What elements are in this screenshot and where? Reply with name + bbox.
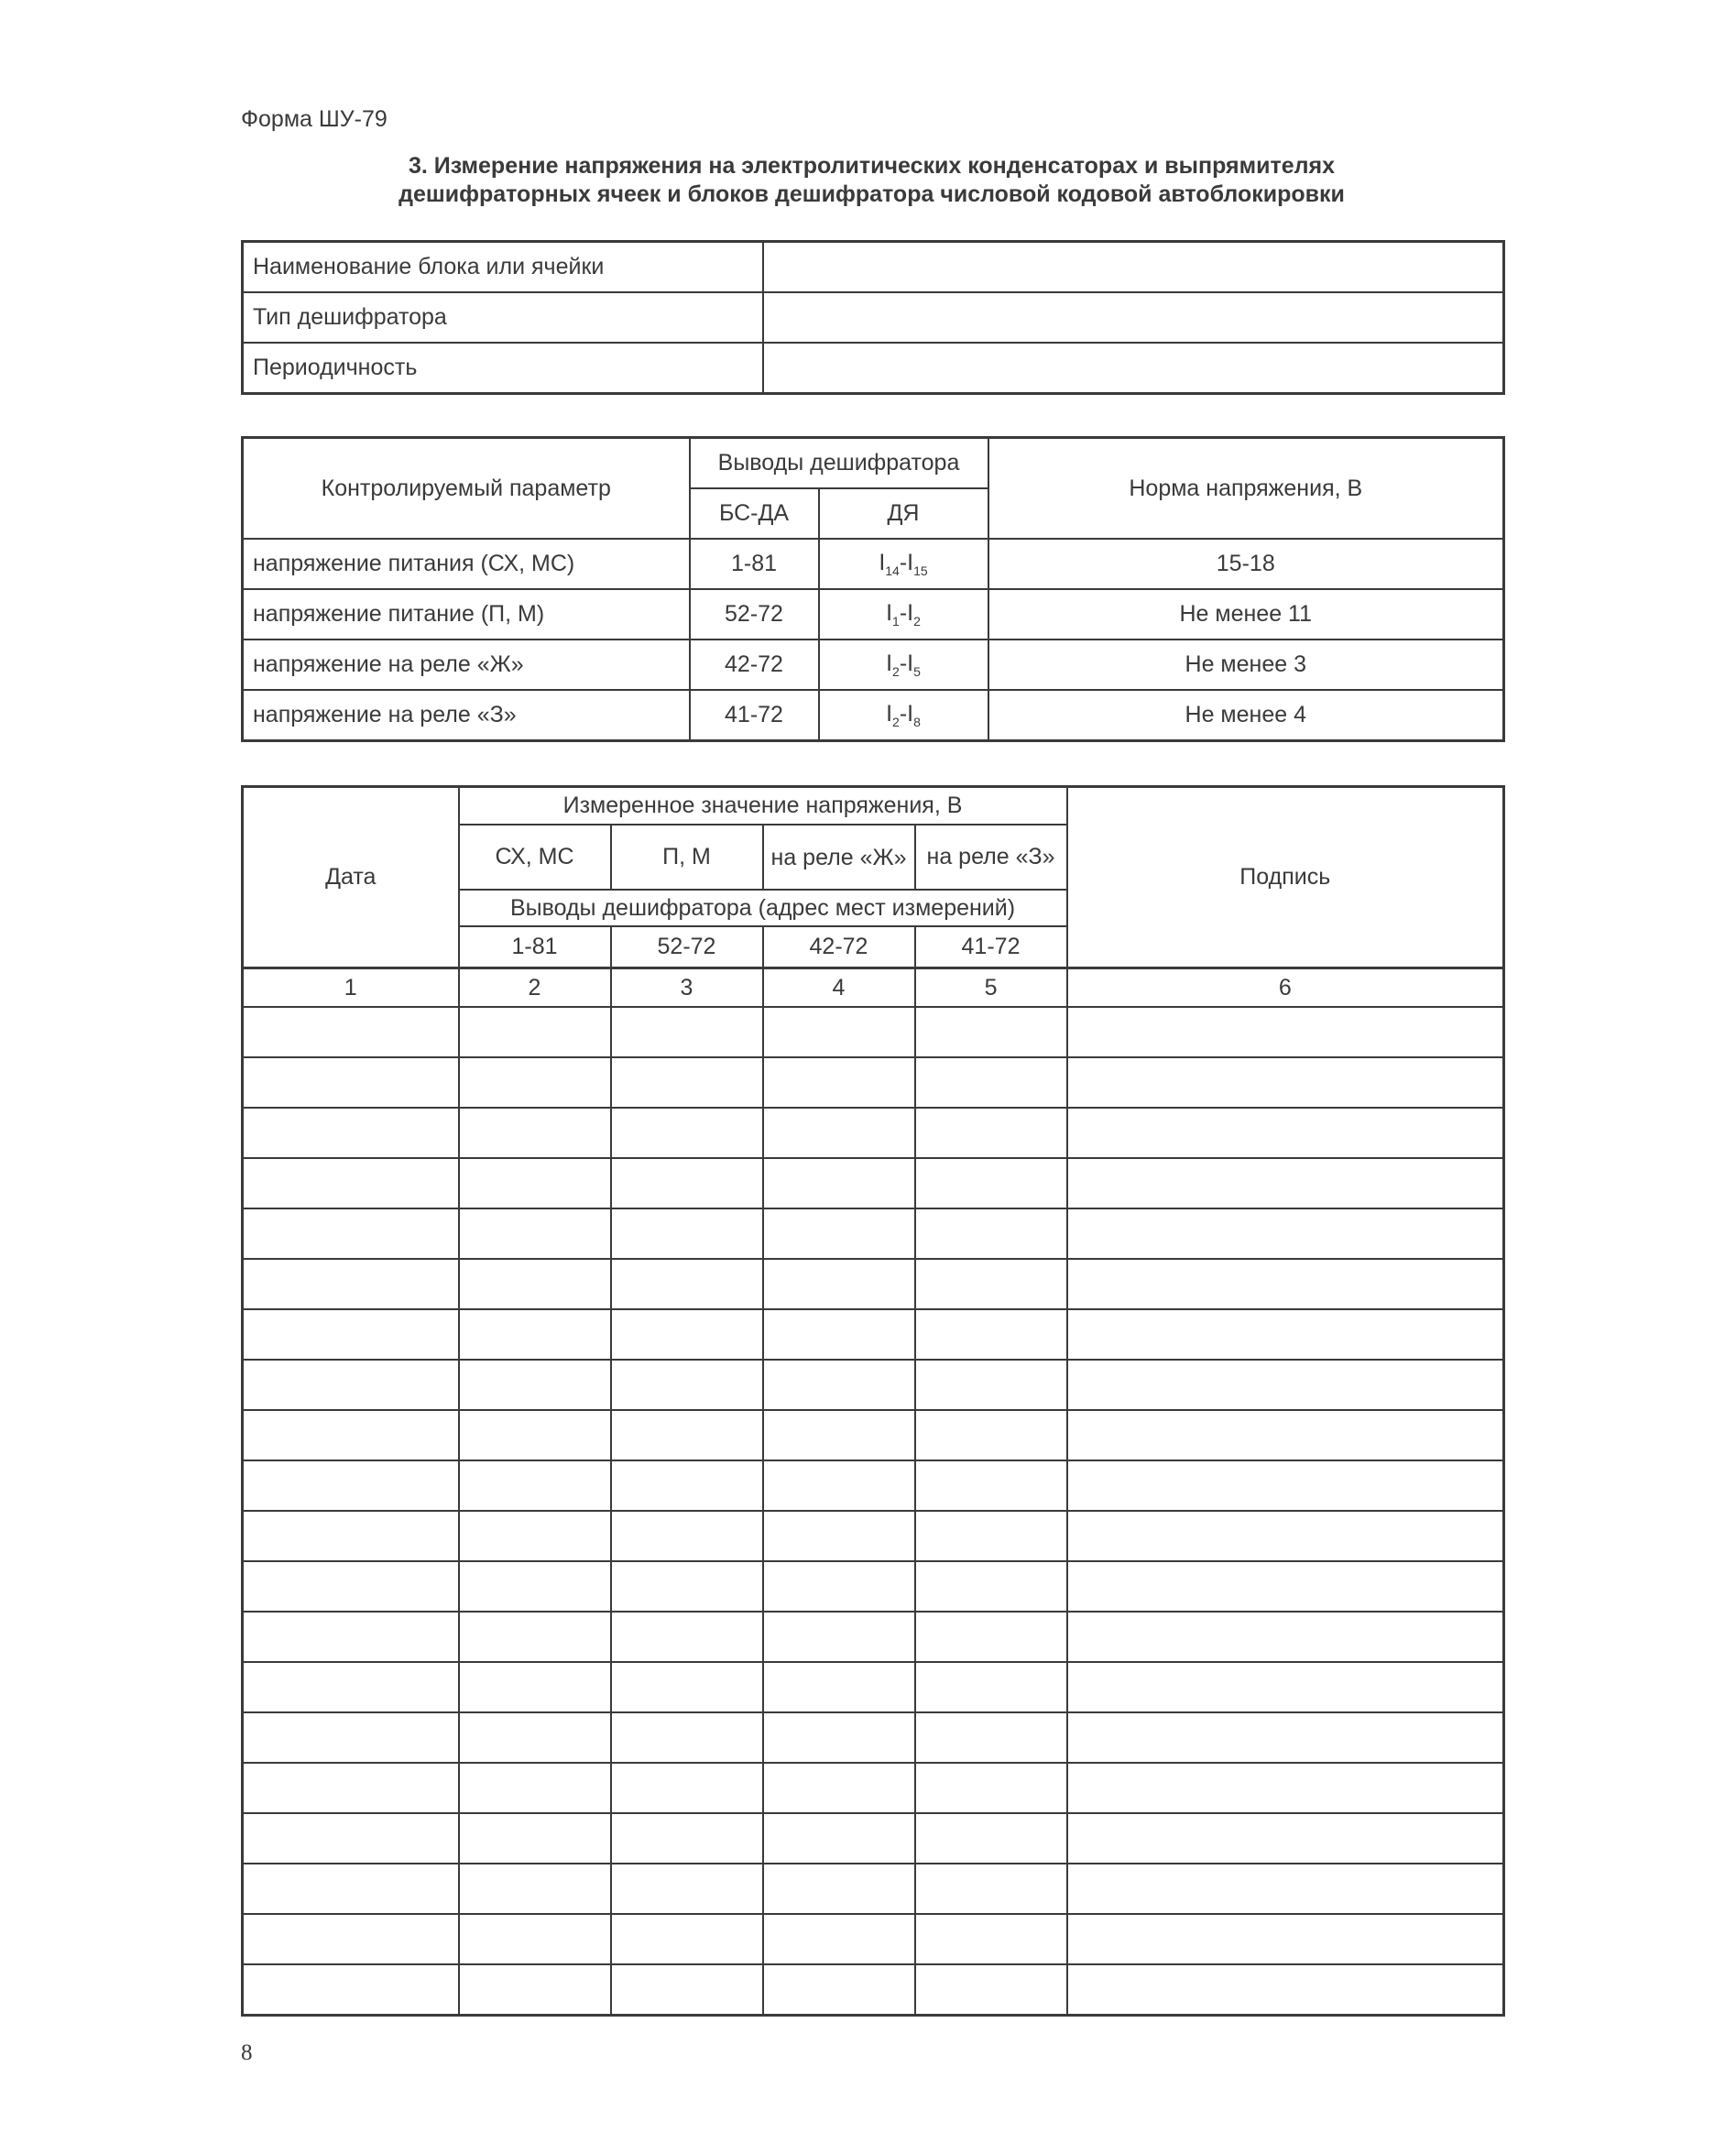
log-entry-cell[interactable] — [763, 1813, 915, 1864]
log-header-address: 52-72 — [611, 926, 763, 968]
log-entry-cell[interactable] — [459, 1914, 611, 1964]
log-entry-cell[interactable] — [611, 1057, 763, 1108]
log-entry-row — [243, 1763, 1504, 1813]
log-entry-cell[interactable] — [611, 1007, 763, 1057]
log-entry-cell[interactable] — [459, 1511, 611, 1561]
log-entry-cell[interactable] — [763, 1763, 915, 1813]
norm-bs-da: 41-72 — [690, 690, 819, 741]
norm-row — [243, 640, 1504, 690]
log-entry-cell[interactable] — [915, 1561, 1067, 1612]
page-title — [241, 152, 1502, 209]
log-entry-cell[interactable] — [243, 1410, 459, 1460]
log-entry-cell[interactable] — [243, 1763, 459, 1813]
column-number: 4 — [763, 968, 915, 1008]
log-header-date: Дата — [243, 787, 459, 968]
log-entry-cell[interactable] — [915, 1612, 1067, 1662]
log-entry-cell[interactable] — [915, 1813, 1067, 1864]
column-number: 3 — [611, 968, 763, 1008]
log-entry-row — [243, 1864, 1504, 1914]
log-entry-cell[interactable] — [611, 1360, 763, 1410]
log-entry-row — [243, 1964, 1504, 2016]
log-entry-cell[interactable] — [763, 1964, 915, 2016]
log-entry-cell[interactable] — [459, 1007, 611, 1057]
log-entry-cell[interactable] — [611, 1612, 763, 1662]
log-entry-cell[interactable] — [243, 1612, 459, 1662]
log-entry-cell[interactable] — [915, 1108, 1067, 1158]
log-entry-row — [243, 1612, 1504, 1662]
log-entry-cell[interactable] — [243, 1057, 459, 1108]
log-entry-cell[interactable] — [763, 1259, 915, 1309]
log-entry-cell[interactable] — [763, 1662, 915, 1712]
log-entry-row — [243, 1410, 1504, 1460]
log-header-col: СХ, МС — [459, 825, 611, 890]
dya-sub-b: 15 — [913, 563, 928, 578]
log-header-address: 41-72 — [915, 926, 1067, 968]
log-entry-cell[interactable] — [459, 1864, 611, 1914]
log-entry-cell[interactable] — [459, 1309, 611, 1360]
log-entry-row — [243, 1914, 1504, 1964]
norm-param: напряжение питание (П, М) — [243, 589, 690, 640]
log-entry-cell[interactable] — [763, 1410, 915, 1460]
norm-param: напряжение на реле «З» — [243, 690, 690, 741]
norm-dya: $I_1-I_2$ — [819, 589, 988, 640]
log-entry-cell[interactable] — [611, 1914, 763, 1964]
log-entry-cell[interactable] — [915, 1964, 1067, 2016]
log-entry-cell[interactable] — [763, 1108, 915, 1158]
log-entry-cell[interactable] — [763, 1007, 915, 1057]
log-entry-cell[interactable] — [611, 1259, 763, 1309]
log-entry-cell[interactable] — [763, 1612, 915, 1662]
log-entry-cell[interactable] — [1067, 1057, 1504, 1108]
log-entry-cell[interactable] — [1067, 1662, 1504, 1712]
log-entry-cell[interactable] — [243, 1964, 459, 2016]
log-entry-row — [243, 1360, 1504, 1410]
log-entry-cell[interactable] — [459, 1360, 611, 1410]
log-entry-cell[interactable] — [763, 1460, 915, 1511]
log-entry-row — [243, 1158, 1504, 1208]
info-value-field[interactable] — [763, 343, 1504, 394]
log-entry-cell[interactable] — [243, 1813, 459, 1864]
norm-value: Не менее 11 — [988, 589, 1504, 640]
log-entry-cell[interactable] — [763, 1914, 915, 1964]
log-entry-cell[interactable] — [459, 1460, 611, 1511]
log-entry-row — [243, 1057, 1504, 1108]
log-entry-cell[interactable] — [243, 1511, 459, 1561]
log-entry-cell[interactable] — [243, 1158, 459, 1208]
log-entry-cell[interactable] — [611, 1460, 763, 1511]
log-entry-cell[interactable] — [763, 1360, 915, 1410]
log-entry-row — [243, 1662, 1504, 1712]
info-row — [243, 343, 1504, 394]
log-entry-row — [243, 1712, 1504, 1763]
log-entry-cell[interactable] — [611, 1208, 763, 1259]
title-line-1: 3. Измерение напряжения на электролитических конденсаторах и выпрямителях — [408, 153, 1336, 179]
log-entry-cell[interactable] — [459, 1259, 611, 1309]
log-entry-cell[interactable] — [1067, 1914, 1504, 1964]
log-entry-cell[interactable] — [459, 1208, 611, 1259]
log-entry-cell[interactable] — [243, 1914, 459, 1964]
column-number: 5 — [915, 968, 1067, 1008]
log-entry-cell[interactable] — [763, 1208, 915, 1259]
dya-sub-a: 2 — [892, 664, 900, 679]
log-header-row — [243, 787, 1504, 825]
log-entry-cell[interactable] — [915, 1763, 1067, 1813]
info-table — [241, 240, 1505, 395]
norm-value: Не менее 3 — [988, 640, 1504, 690]
info-value-field[interactable] — [763, 242, 1504, 293]
log-entry-cell[interactable] — [1067, 1612, 1504, 1662]
log-entry-cell[interactable] — [1067, 1511, 1504, 1561]
log-entry-cell[interactable] — [763, 1864, 915, 1914]
info-row — [243, 292, 1504, 343]
log-entry-cell[interactable] — [611, 1712, 763, 1763]
dya-sub-b: 5 — [913, 664, 921, 679]
log-entry-cell[interactable] — [1067, 1813, 1504, 1864]
info-label: Периодичность — [243, 343, 763, 394]
log-entry-cell[interactable] — [1067, 1108, 1504, 1158]
info-label: Наименование блока или ячейки — [243, 242, 763, 293]
log-entry-cell[interactable] — [1067, 1712, 1504, 1763]
log-entry-cell[interactable] — [1067, 1460, 1504, 1511]
log-header-col: на реле «Ж» — [763, 825, 915, 890]
log-entry-row — [243, 1511, 1504, 1561]
dya-sub-a: 14 — [885, 563, 900, 578]
dya-sub-b: 2 — [913, 614, 921, 629]
log-entry-cell[interactable] — [611, 1813, 763, 1864]
log-entry-cell[interactable] — [459, 1057, 611, 1108]
log-entry-cell[interactable] — [459, 1612, 611, 1662]
log-entry-cell[interactable] — [763, 1309, 915, 1360]
norm-header-param: Контролируемый параметр — [243, 438, 690, 540]
log-entry-cell[interactable] — [611, 1864, 763, 1914]
log-entry-cell[interactable] — [243, 1259, 459, 1309]
log-entry-cell[interactable] — [915, 1460, 1067, 1511]
log-entry-cell[interactable] — [915, 1309, 1067, 1360]
log-column-numbers-row — [243, 968, 1504, 1008]
log-entry-cell[interactable] — [915, 1914, 1067, 1964]
norm-param: напряжение на реле «Ж» — [243, 640, 690, 690]
log-entry-cell[interactable] — [459, 1763, 611, 1813]
log-entry-cell[interactable] — [243, 1309, 459, 1360]
log-entry-cell[interactable] — [763, 1561, 915, 1612]
log-entry-cell[interactable] — [1067, 1763, 1504, 1813]
log-header-signature: Подпись — [1067, 787, 1504, 968]
log-entry-cell[interactable] — [915, 1712, 1067, 1763]
log-entry-cell[interactable] — [459, 1410, 611, 1460]
page-number: 8 — [241, 2040, 253, 2065]
log-entry-cell[interactable] — [243, 1864, 459, 1914]
log-entry-cell[interactable] — [611, 1309, 763, 1360]
norm-row — [243, 690, 1504, 741]
log-entry-cell[interactable] — [915, 1007, 1067, 1057]
log-entry-row — [243, 1309, 1504, 1360]
norm-header-norm: Норма напряжения, В — [988, 438, 1504, 540]
log-entry-cell[interactable] — [915, 1158, 1067, 1208]
dya-sub-a: 1 — [892, 614, 900, 629]
log-entry-cell[interactable] — [763, 1057, 915, 1108]
log-header-measured: Измеренное значение напряжения, В — [459, 787, 1067, 825]
norm-header-dya: ДЯ — [819, 488, 988, 539]
form-code: Форма ШУ-79 — [241, 106, 388, 132]
log-entry-cell[interactable] — [459, 1964, 611, 2016]
log-entry-row — [243, 1561, 1504, 1612]
dya-sub-b: 8 — [913, 715, 921, 729]
log-entry-cell[interactable] — [459, 1158, 611, 1208]
norm-header-row — [243, 438, 1504, 489]
norm-dya: $I_2-I_5$ — [819, 640, 988, 690]
log-entry-cell[interactable] — [763, 1511, 915, 1561]
log-entry-cell[interactable] — [611, 1108, 763, 1158]
log-entry-cell[interactable] — [243, 1662, 459, 1712]
log-entry-cell[interactable] — [1067, 1208, 1504, 1259]
log-entry-cell[interactable] — [1067, 1864, 1504, 1914]
log-entry-cell[interactable] — [915, 1057, 1067, 1108]
log-entry-cell[interactable] — [1067, 1561, 1504, 1612]
log-entry-cell[interactable] — [243, 1360, 459, 1410]
norm-param: напряжение питания (СХ, МС) — [243, 539, 690, 589]
log-entry-row — [243, 1259, 1504, 1309]
log-entry-cell[interactable] — [1067, 1158, 1504, 1208]
norm-value: Не менее 4 — [988, 690, 1504, 741]
log-blank-rows — [243, 1007, 1504, 2016]
log-entry-cell[interactable] — [915, 1360, 1067, 1410]
column-number: 1 — [243, 968, 459, 1008]
norm-bs-da: 52-72 — [690, 589, 819, 640]
log-header-col: на реле «З» — [915, 825, 1067, 890]
log-header-addresses-label: Выводы дешифратора (адрес мест измерений) — [459, 890, 1067, 926]
norm-value: 15-18 — [988, 539, 1504, 589]
log-entry-cell[interactable] — [1067, 1007, 1504, 1057]
log-entry-row — [243, 1007, 1504, 1057]
log-entry-cell[interactable] — [611, 1964, 763, 2016]
norm-header-bs-da: БС-ДА — [690, 488, 819, 539]
log-entry-cell[interactable] — [1067, 1964, 1504, 2016]
log-entry-row — [243, 1813, 1504, 1864]
log-entry-cell[interactable] — [915, 1662, 1067, 1712]
log-entry-cell[interactable] — [243, 1460, 459, 1511]
log-entry-cell[interactable] — [611, 1662, 763, 1712]
log-header-address: 42-72 — [763, 926, 915, 968]
norm-table — [241, 436, 1505, 742]
norm-dya: $I_{14}-I_{15}$ — [819, 539, 988, 589]
log-entry-cell[interactable] — [243, 1108, 459, 1158]
info-row — [243, 242, 1504, 293]
norm-row — [243, 589, 1504, 640]
norm-row — [243, 539, 1504, 589]
log-entry-cell[interactable] — [611, 1511, 763, 1561]
log-entry-cell[interactable] — [915, 1511, 1067, 1561]
log-entry-cell[interactable] — [1067, 1410, 1504, 1460]
log-entry-cell[interactable] — [243, 1208, 459, 1259]
log-entry-cell[interactable] — [243, 1007, 459, 1057]
log-header-col: П, М — [611, 825, 763, 890]
norm-bs-da: 42-72 — [690, 640, 819, 690]
log-entry-cell[interactable] — [1067, 1360, 1504, 1410]
norm-header-outputs: Выводы дешифратора — [690, 438, 988, 489]
log-entry-cell[interactable] — [243, 1561, 459, 1612]
log-table — [241, 785, 1505, 2017]
log-entry-cell[interactable] — [1067, 1309, 1504, 1360]
column-number: 6 — [1067, 968, 1504, 1008]
log-entry-cell[interactable] — [915, 1208, 1067, 1259]
info-label: Тип дешифратора — [243, 292, 763, 343]
log-entry-cell[interactable] — [459, 1561, 611, 1612]
log-entry-cell[interactable] — [915, 1410, 1067, 1460]
log-entry-cell[interactable] — [459, 1662, 611, 1712]
dya-sub-a: 2 — [892, 715, 900, 729]
log-entry-cell[interactable] — [459, 1108, 611, 1158]
log-entry-row — [243, 1108, 1504, 1158]
log-entry-cell[interactable] — [915, 1864, 1067, 1914]
log-header-address: 1-81 — [459, 926, 611, 968]
log-entry-cell[interactable] — [763, 1712, 915, 1763]
column-number: 2 — [459, 968, 611, 1008]
log-entry-cell[interactable] — [611, 1763, 763, 1813]
log-entry-cell[interactable] — [243, 1712, 459, 1763]
log-entry-cell[interactable] — [611, 1561, 763, 1612]
title-line-2: дешифраторных ячеек и блоков дешифратора числовой кодовой автоблокировки — [399, 181, 1345, 207]
log-entry-cell[interactable] — [915, 1259, 1067, 1309]
norm-dya: $I_2-I_8$ — [819, 690, 988, 741]
log-entry-cell[interactable] — [459, 1813, 611, 1864]
info-value-field[interactable] — [763, 292, 1504, 343]
log-entry-row — [243, 1460, 1504, 1511]
norm-bs-da: 1-81 — [690, 539, 819, 589]
log-entry-cell[interactable] — [1067, 1259, 1504, 1309]
log-entry-cell[interactable] — [611, 1158, 763, 1208]
log-entry-cell[interactable] — [763, 1158, 915, 1208]
log-entry-row — [243, 1208, 1504, 1259]
log-entry-cell[interactable] — [459, 1712, 611, 1763]
log-entry-cell[interactable] — [611, 1410, 763, 1460]
